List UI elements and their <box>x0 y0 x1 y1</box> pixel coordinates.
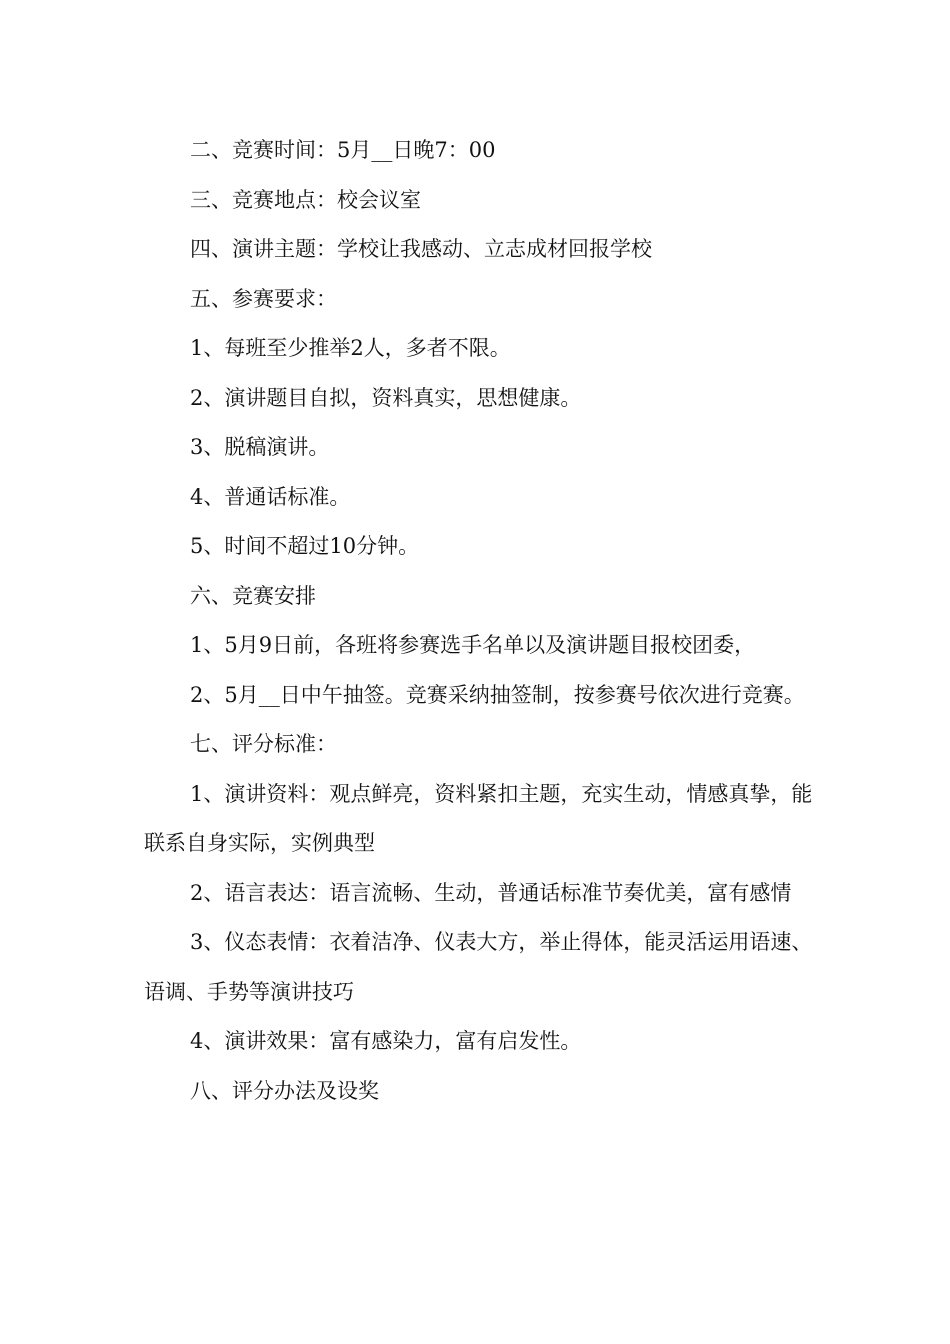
requirement-item: 2、演讲题目自拟，资料真实，思想健康。 <box>190 385 582 410</box>
scoring-criterion: 4、演讲效果：富有感染力，富有启发性。 <box>190 1029 582 1053</box>
requirement-item: 4、普通话标准。 <box>190 484 351 509</box>
scoring-criterion: 3、仪态表情：衣着洁净、仪表大方，举止得体，能灵活运用语速、语调、手势等演讲技巧 <box>144 930 813 1004</box>
document-body <box>144 126 814 1116</box>
arrangement-item: 1、5月9日前，各班将参赛选手名单以及演讲题目报校团委， <box>190 633 756 657</box>
arrangement-item: 2、5月__日中午抽签。竞赛采纳抽签制，按参赛号依次进行竞赛。 <box>190 682 805 707</box>
section-heading-time: 二、竞赛时间：5月__日晚7：00 <box>190 138 496 162</box>
section-heading-location: 三、竞赛地点：校会议室 <box>190 187 421 212</box>
section-heading-theme: 四、演讲主题：学校让我感动、立志成材回报学校 <box>190 237 652 261</box>
scoring-criterion: 2、语言表达：语言流畅、生动，普通话标准节奏优美，富有感情 <box>190 880 792 905</box>
requirement-item: 1、每班至少推举2人，多者不限。 <box>190 336 511 360</box>
requirement-item: 3、脱稿演讲。 <box>190 435 330 459</box>
section-heading-requirements: 五、参赛要求： <box>190 286 337 311</box>
section-heading-arrangement: 六、竞赛安排 <box>190 583 316 608</box>
requirement-item: 5、时间不超过10分钟。 <box>190 534 420 558</box>
section-heading-scoring-criteria: 七、评分标准： <box>190 732 337 756</box>
scoring-criterion: 1、演讲资料：观点鲜亮，资料紧扣主题，充实生动，情感真挚，能联系自身实际，实例典型 <box>144 781 813 855</box>
section-heading-scoring-method: 八、评分办法及设奖 <box>190 1078 379 1103</box>
